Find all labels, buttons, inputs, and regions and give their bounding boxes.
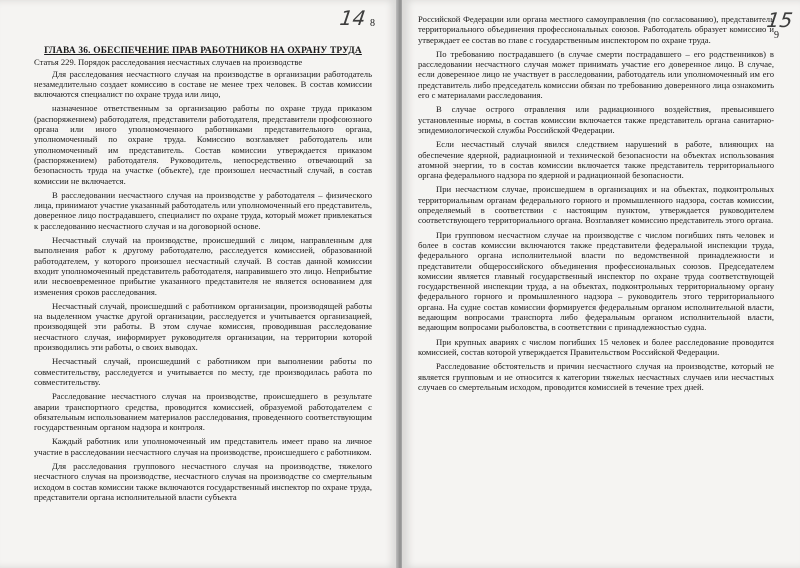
paragraph: назначенное ответственным за организацию работы по охране труда приказом (распоряжением) работодателя, представители работодателя, представители профсоюзного органа или иного уполномоченного работниками представительного органа, уполномоченный по охране труда. Комиссию возглавляет работодатель или уполномоченный им представитель. Состав комиссии утверждается приказом (распоряжением) работодателя. Руководитель, непосредственно отвечающий за безопасность труда на участке (объекте), где произошел несчастный случай, в состав комиссии не включается. [34, 103, 372, 186]
paragraph: По требованию пострадавшего (в случае смерти пострадавшего – его родственников) в расследовании несчастного случая может принимать участие его доверенное лицо. В случае, если доверенное лицо не участвует в расследовании, работодатель или уполномоченный им его представитель либо председатель комиссии обязан по требованию доверенного лица ознакомить его с материалами расследования. [418, 48, 774, 101]
paragraph: При несчастном случае, происшедшем в организациях и на объектах, подконтрольных территориальным органам федерального горного и промышленного надзора, состав комиссии, определяемый в соответствии с настоящим пунктом, утверждается руководителем соответствующего территориального органа. Возглавляет комиссию представитель этого органа. [418, 184, 774, 226]
paragraph: Расследование обстоятельств и причин несчастного случая на производстве, который не является групповым и не относится к категории тяжелых несчастных случаев или несчастных случаев со смертельным исходом, проводится комиссией в течение трех дней. [418, 361, 774, 392]
chapter-title: ГЛАВА 36. ОБЕСПЕЧЕНИЕ ПРАВ РАБОТНИКОВ НА ОХРАНУ ТРУДА [44, 46, 362, 56]
paragraph: В случае острого отравления или радиационного воздействия, превысившего установленные нормы, в состав комиссии включается также представитель органа санитарно-эпидемиологической службы Российской Федерации. [418, 104, 774, 135]
paragraph: При групповом несчастном случае на производстве с числом погибших пять человек и более в состав комиссии включаются также представители федеральной инспекции труда, федерального органа исполнительной власти по ведомственной принадлежности и представители общероссийского объединения профессиональных союзов. Председателем комиссии является главный государственный инспектор по охране труда соответствующей государственной инспекции труда, а на объектах, подконтрольных территориальному органу федерального горного и промышленного надзора – руководитель этого территориального органа. На судне состав комиссии формируется федеральным органом исполнительной власти, ведающим вопросами транспорта либо федеральным органом исполнительной власти, ведающим вопросами рыболовства, в соответствии с принадлежностью судна. [418, 229, 774, 333]
right-page-text [418, 14, 774, 396]
paragraph: Российской Федерации или органа местного самоуправления (по согласованию), представитель территориального объединения профессиональных союзов. Работодатель образует комиссию и утверждает ее состав во главе с государственным инспектором по охране труда. [418, 14, 774, 45]
left-page [0, 0, 398, 568]
paragraph: Несчастный случай, происшедший с работником организации, производящей работы на выделенном участке другой организации, расследуется и учитывается организацией, производящей эти работы. В этом случае комиссия, проводившая расследование несчастного случая, информирует руководителя организации, на территории которой производились эти работы, о своих выводах. [34, 300, 372, 353]
paragraph: Несчастный случай на производстве, происшедший с лицом, направленным для выполнения работ к другому работодателю, расследуется комиссией, образованной работодателем, у которого произошел несчастный случай. В состав данной комиссии входит уполномоченный представитель работодателя, направившего это лицо. Неприбытие или несвоевременное прибытие указанного представителя не является основанием для изменения сроков расследования. [34, 235, 372, 297]
right-page [402, 0, 800, 568]
page-number: 9 [774, 30, 779, 41]
paragraph: Для расследования несчастного случая на производстве в организации работодатель незамедлительно создает комиссию в составе не менее трех человек. В состав комиссии включаются специалист по охране труда или лицо, [34, 68, 372, 100]
left-page-text [34, 46, 372, 506]
page-number: 8 [370, 18, 375, 29]
handwritten-page-number: 15 [765, 8, 795, 32]
paragraph: При крупных авариях с числом погибших 15 человек и более расследование проводится комиссией, состав которой утверждается Правительством Российской Федерации. [418, 336, 774, 357]
paragraph: Для расследования группового несчастного случая на производстве, тяжелого несчастного случая на производстве, несчастного случая на производстве со смертельным исходом в состав комиссии также включаются государственный инспектор по охране труда, представители органа исполнительной власти субъекта [34, 460, 372, 502]
paragraph: Расследование несчастного случая на производстве, происшедшего в результате аварии транспортного средства, проводится комиссией, образуемой работодателем с обязательным использованием материалов расследования, проведенного соответствующим государственным органом надзора и контроля. [34, 391, 372, 433]
article-title: Статья 229. Порядок расследования несчастных случаев на производстве [34, 57, 303, 68]
handwritten-page-number: 14 [338, 6, 368, 30]
paragraph: Несчастный случай, происшедший с работником при выполнении работы по совместительству, расследуется и учитывается по месту, где производилась работа по совместительству. [34, 356, 372, 387]
paragraph: Если несчастный случай явился следствием нарушений в работе, влияющих на обеспечение ядерной, радиационной и технической безопасности на объектах использования атомной энергии, то в состав комиссии включается также представитель территориального органа федерального надзора по ядерной и радиационной безопасности. [418, 139, 774, 181]
paragraph: В расследовании несчастного случая на производстве у работодателя – физического лица, принимают участие указанный работодатель или уполномоченный его представитель, доверенное лицо пострадавшего, специалист по охране труда, который может привлекаться к расследованию несчастного случая и на договорной основе. [34, 189, 372, 231]
paragraph: Каждый работник или уполномоченный им представитель имеет право на личное участие в расследовании несчастного случая на производстве, происшедшего с работником. [34, 436, 372, 457]
